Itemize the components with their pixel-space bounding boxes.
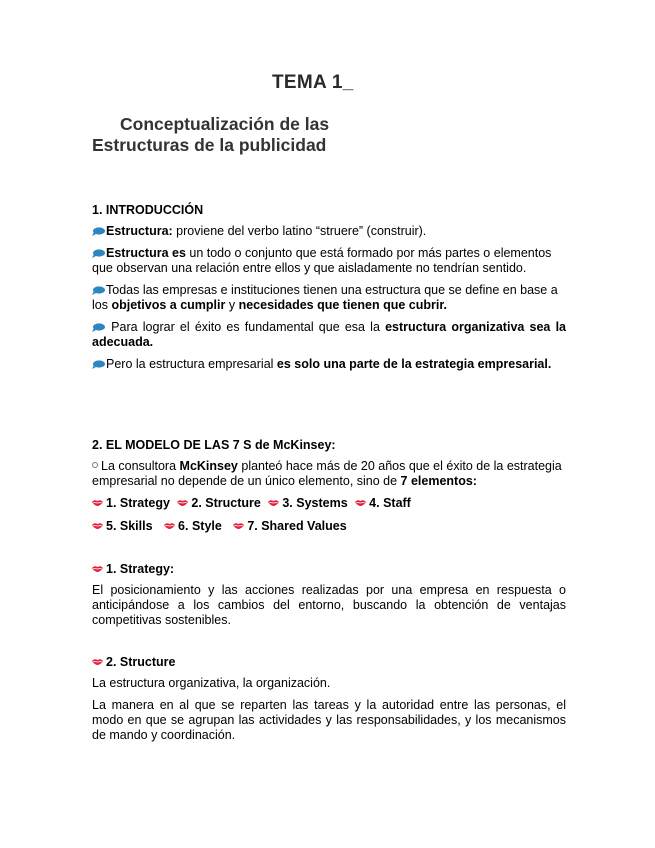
heading-text: 1. Strategy: [106,562,175,576]
section-7s-model [92,438,566,534]
bold-text: Estructura: [106,224,173,238]
paragraph-text: proviene del verbo latino “struere” (construir). [172,224,427,238]
bold-text: 7 elementos: [400,474,477,488]
elements-row-2 [92,519,566,534]
paragraph [92,224,566,239]
paragraph-text: La consultora [101,459,180,473]
bold-text: necesidades que tienen que cubrir. [238,298,447,312]
paragraph [92,283,566,313]
circle-bullet-icon [92,462,98,468]
speech-bubble-icon [92,323,105,332]
subtitle-line-1: Conceptualización de las [120,114,330,134]
subsection-heading [92,655,566,670]
lips-icon [164,522,175,529]
paragraph: La estructura organizativa, la organización. [92,676,331,690]
lips-icon [92,522,103,529]
lips-icon [355,499,366,506]
paragraph-text: Todas las empresas e instituciones tienen una estructura que se define en base a los [92,283,558,312]
element-label: 6. Style [178,519,222,533]
heading-text: 2. Structure [106,655,176,669]
speech-bubble-icon [92,286,105,295]
lips-icon [268,499,279,506]
element-item [355,496,411,510]
element-label: 3. Systems [282,496,348,510]
bold-text: McKinsey [179,459,238,473]
lips-icon [92,658,103,665]
speech-bubble-icon [92,227,105,236]
paragraph [92,459,566,489]
paragraph [92,246,566,276]
bold-text: es solo una parte de la estrategia empresarial. [276,357,552,371]
element-item [164,519,222,533]
speech-bubble-icon [92,249,105,258]
elements-row-1 [92,496,566,511]
paragraph [92,320,566,350]
paragraph-text: Para lograr el éxito es fundamental que esa la [106,320,386,334]
page-title: TEMA 1_ [272,72,354,93]
subsection-heading [92,562,566,577]
element-label: 4. Staff [369,496,411,510]
page-subtitle [92,114,392,156]
lips-icon [177,499,188,506]
section-heading: 2. EL MODELO DE LAS 7 S de McKinsey: [92,438,336,452]
element-label: 2. Structure [191,496,261,510]
lips-icon [233,522,244,529]
paragraph [92,357,566,372]
lips-icon [92,499,103,506]
bold-text: objetivos a cumplir [111,298,226,312]
element-item [233,519,346,533]
element-item [92,496,170,510]
section-structure [92,655,566,743]
element-item [92,519,153,533]
paragraph: La manera en al que se reparten las tareas y la autoridad entre las personas, el modo en que se agrupan las actividades y las responsabilidades, y los mecanismos de mando y coordinación. [92,698,566,742]
element-label: 7. Shared Values [247,519,347,533]
element-item [177,496,260,510]
lips-icon [92,565,103,572]
section-strategy [92,562,566,628]
section-heading: 1. INTRODUCCIÓN [92,203,204,217]
paragraph-text: y [225,298,239,312]
element-label: 5. Skills [106,519,153,533]
bold-text: estructura organizativa sea la adecuada. [92,320,566,349]
paragraph-text: Pero la estructura empresarial [106,357,277,371]
element-label: 1. Strategy [106,496,170,510]
element-item [268,496,347,510]
bold-text: Estructura es [106,246,186,260]
paragraph-text: planteó hace más de 20 años que el éxito de la estrategia empresarial no depende de un único elemento, sino de [92,459,562,488]
speech-bubble-icon [92,360,105,369]
paragraph: El posicionamiento y las acciones realizadas por una empresa en respuesta o anticipándose a los cambios del entorno, buscando la obtención de ventajas competitivas sostenibles. [92,583,566,627]
section-introduction [92,203,566,372]
paragraph-text: un todo o conjunto que está formado por más partes o elementos que observan una relación entre ellos y que aisladamente no tendrían sentido. [92,246,552,275]
subtitle-line-2: Estructuras de la publicidad [92,135,327,155]
